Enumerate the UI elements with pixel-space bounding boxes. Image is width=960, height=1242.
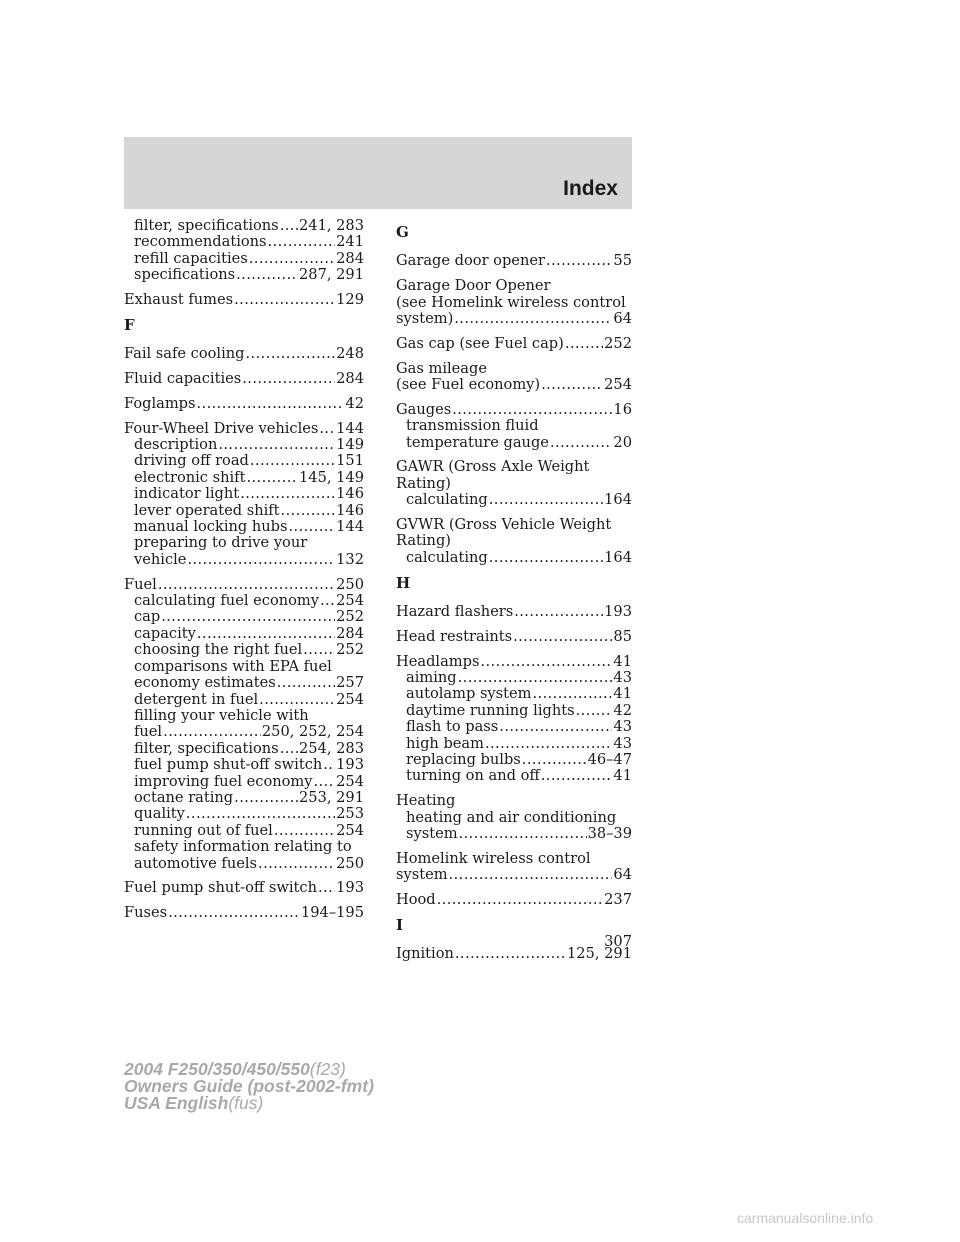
index-subentry-line bbox=[396, 550, 632, 566]
index-term: Gas mileage bbox=[396, 360, 487, 377]
index-term: (see Fuel economy) bbox=[396, 377, 541, 394]
index-entry bbox=[396, 253, 632, 269]
dot-leader bbox=[168, 905, 300, 921]
footer-line-language bbox=[124, 1095, 374, 1112]
index-page-ref: 132 bbox=[336, 551, 364, 568]
dot-leader bbox=[458, 670, 613, 686]
index-term: detergent in fuel bbox=[134, 691, 259, 708]
index-entry bbox=[396, 336, 632, 352]
index-column-right bbox=[396, 218, 632, 971]
index-term: Fail safe cooling bbox=[124, 346, 245, 363]
index-entry-line bbox=[396, 361, 632, 377]
index-entry-line bbox=[396, 402, 632, 418]
index-term: Gas cap (see Fuel cap) bbox=[396, 335, 564, 352]
index-page-ref: 252 bbox=[336, 642, 364, 659]
dot-leader bbox=[514, 604, 603, 620]
index-term: fuel pump shut-off switch bbox=[134, 757, 323, 774]
dot-leader bbox=[218, 437, 335, 453]
dot-leader bbox=[452, 402, 612, 418]
index-subentry-line bbox=[124, 806, 364, 822]
index-term: Fuel bbox=[124, 576, 157, 593]
dot-leader bbox=[565, 336, 603, 352]
index-subentry-line bbox=[124, 503, 364, 519]
index-entry bbox=[124, 371, 364, 387]
dot-leader bbox=[533, 686, 613, 702]
index-subentry-line bbox=[124, 593, 364, 609]
index-subentry-line bbox=[396, 418, 632, 434]
index-letter-heading: G bbox=[396, 223, 409, 241]
index-term: calculating bbox=[406, 549, 488, 566]
index-term: Hazard flashers bbox=[396, 604, 514, 621]
index-term: Garage Door Opener bbox=[396, 278, 551, 295]
index-page-ref: 241 bbox=[336, 234, 364, 251]
footer-line-guide: Owners Guide (post-2002-fmt) bbox=[124, 1076, 374, 1096]
dot-leader bbox=[576, 703, 613, 719]
index-term: heating and air conditioning bbox=[406, 809, 617, 826]
index-subentry-line bbox=[124, 218, 364, 234]
dot-leader bbox=[249, 251, 335, 267]
index-term: vehicle bbox=[134, 551, 187, 568]
index-entry bbox=[396, 459, 632, 508]
index-entry bbox=[124, 421, 364, 569]
dot-leader bbox=[234, 292, 335, 308]
index-term: Rating) bbox=[396, 533, 451, 550]
index-entry-line bbox=[396, 533, 632, 549]
index-page-ref: 252 bbox=[604, 335, 632, 352]
index-term: Rating) bbox=[396, 475, 451, 492]
index-page-ref: 193 bbox=[604, 604, 632, 621]
index-entry-line bbox=[396, 517, 632, 533]
index-term: octane rating bbox=[134, 789, 234, 806]
index-term: daytime running lights bbox=[406, 702, 575, 719]
index-page-ref: 151 bbox=[336, 453, 364, 470]
index-entry bbox=[396, 604, 632, 620]
index-term: preparing to drive your bbox=[134, 535, 308, 552]
index-page-ref: 146 bbox=[336, 502, 364, 519]
index-subentry-line bbox=[124, 790, 364, 806]
index-entry bbox=[124, 346, 364, 362]
index-term: Fuses bbox=[124, 905, 168, 922]
index-page-ref: 46–47 bbox=[587, 752, 632, 769]
index-subentry-line bbox=[124, 234, 364, 250]
index-entry bbox=[396, 851, 632, 884]
index-page-ref: 129 bbox=[336, 292, 364, 309]
dot-leader bbox=[513, 629, 612, 645]
index-term: recommendations bbox=[134, 234, 267, 251]
index-term: automotive fuels bbox=[134, 855, 258, 872]
index-page-ref: 64 bbox=[613, 867, 632, 884]
dot-leader bbox=[550, 435, 612, 451]
index-term: Foglamps bbox=[124, 395, 196, 412]
index-entry bbox=[396, 793, 632, 842]
index-page-ref: 38–39 bbox=[587, 826, 632, 843]
dot-leader bbox=[161, 609, 335, 625]
index-entry bbox=[396, 278, 632, 327]
index-term: system) bbox=[396, 311, 454, 328]
index-subentry-line bbox=[124, 626, 364, 642]
index-subentry-line bbox=[124, 659, 364, 675]
index-page-ref: 287, 291 bbox=[299, 267, 364, 284]
index-page-ref: 241, 283 bbox=[299, 218, 364, 234]
index-subentry-line bbox=[124, 675, 364, 691]
index-term: cap bbox=[134, 609, 161, 626]
index-page-ref: 149 bbox=[336, 437, 364, 454]
index-entry-line bbox=[124, 346, 364, 362]
index-term: Ignition bbox=[396, 946, 454, 963]
index-term: Gauges bbox=[396, 401, 452, 418]
dot-leader bbox=[318, 880, 335, 896]
dot-leader bbox=[289, 519, 336, 535]
dot-leader bbox=[197, 626, 335, 642]
index-subentry-line bbox=[396, 435, 632, 451]
index-subentry-line bbox=[124, 535, 364, 551]
index-page-ref: 250, 252, 254 bbox=[261, 724, 364, 741]
index-entry-line bbox=[124, 880, 364, 896]
dot-leader bbox=[303, 642, 335, 658]
index-page-ref: 253 bbox=[336, 806, 364, 823]
dot-leader bbox=[197, 396, 345, 412]
dot-leader bbox=[186, 806, 335, 822]
index-term: Fuel pump shut-off switch bbox=[124, 880, 317, 897]
dot-leader bbox=[480, 654, 612, 670]
dot-leader bbox=[236, 267, 298, 283]
index-page-ref: 164 bbox=[604, 492, 632, 509]
index-term: Homelink wireless control bbox=[396, 850, 591, 867]
index-page-ref: 43 bbox=[613, 670, 632, 687]
index-entry-line bbox=[396, 311, 632, 327]
index-page-ref: 253, 291 bbox=[299, 789, 364, 806]
dot-leader bbox=[163, 724, 261, 740]
index-page-ref: 248 bbox=[336, 346, 364, 363]
index-page-ref: 194–195 bbox=[300, 905, 364, 922]
index-term: system bbox=[396, 867, 448, 884]
index-entry bbox=[396, 892, 632, 908]
index-entry bbox=[396, 517, 632, 566]
dot-leader bbox=[158, 577, 335, 593]
index-entry-line bbox=[396, 253, 632, 269]
index-entry bbox=[124, 292, 364, 308]
index-entry-line bbox=[396, 295, 632, 311]
index-term: flash to pass bbox=[406, 719, 499, 736]
dot-leader bbox=[246, 470, 298, 486]
index-entry-line bbox=[396, 867, 632, 883]
dot-leader bbox=[485, 736, 612, 752]
index-subentry-line bbox=[396, 810, 632, 826]
dot-leader bbox=[268, 234, 336, 250]
index-page-ref: 85 bbox=[613, 628, 632, 645]
footer-model-code: (f23) bbox=[309, 1059, 346, 1079]
index-entry-line bbox=[124, 905, 364, 921]
page-number: 307 bbox=[604, 933, 632, 950]
index-page-ref: 41 bbox=[613, 686, 632, 703]
index-entry-line bbox=[124, 577, 364, 593]
index-page-ref: 64 bbox=[613, 311, 632, 328]
dot-leader bbox=[499, 719, 612, 735]
dot-leader bbox=[449, 867, 613, 883]
index-subentry-line bbox=[124, 708, 364, 724]
index-term: improving fuel economy bbox=[134, 773, 313, 790]
index-page-ref: 55 bbox=[613, 253, 632, 270]
dot-leader bbox=[280, 741, 298, 757]
footer-model-text: 2004 F250/350/450/550 bbox=[124, 1059, 310, 1079]
dot-leader bbox=[274, 823, 335, 839]
index-term: Four-Wheel Drive vehicles bbox=[124, 420, 319, 437]
index-subentry-line bbox=[124, 757, 364, 773]
index-page-ref: 250 bbox=[336, 855, 364, 872]
index-term: filling your vehicle with bbox=[134, 707, 309, 724]
index-page-ref: 144 bbox=[336, 519, 364, 536]
index-subentry-line bbox=[124, 552, 364, 568]
dot-leader bbox=[242, 371, 335, 387]
index-subentry-line bbox=[124, 839, 364, 855]
dot-leader bbox=[319, 421, 335, 437]
dot-leader bbox=[281, 503, 336, 519]
index-page-ref: 164 bbox=[604, 549, 632, 566]
index-entry-line bbox=[396, 892, 632, 908]
index-page-ref: 16 bbox=[613, 401, 632, 418]
index-term: capacity bbox=[134, 625, 196, 642]
index-page-ref: 254 bbox=[604, 377, 632, 394]
index-entry bbox=[124, 396, 364, 412]
index-page-ref: 284 bbox=[336, 371, 364, 388]
dot-leader bbox=[522, 752, 587, 768]
index-page-ref: 193 bbox=[336, 880, 364, 897]
index-entry-line bbox=[124, 371, 364, 387]
watermark: carmanualsonline.info bbox=[737, 1210, 874, 1226]
index-subentry-line bbox=[124, 692, 364, 708]
index-term: refill capacities bbox=[134, 250, 248, 267]
index-subentry-line bbox=[124, 724, 364, 740]
index-subentry-line bbox=[396, 670, 632, 686]
footer-language-code: (fus) bbox=[228, 1093, 264, 1113]
index-term: replacing bulbs bbox=[406, 752, 521, 769]
index-subentry-line bbox=[396, 703, 632, 719]
index-subentry-line bbox=[124, 453, 364, 469]
index-column-left bbox=[124, 218, 364, 930]
dot-leader bbox=[280, 218, 298, 234]
dot-leader bbox=[454, 311, 612, 327]
section-header-band bbox=[124, 137, 632, 209]
dot-leader bbox=[489, 550, 603, 566]
dot-leader bbox=[258, 856, 335, 872]
index-page-ref: 20 bbox=[613, 434, 632, 451]
dot-leader bbox=[541, 377, 603, 393]
dot-leader bbox=[234, 790, 298, 806]
index-entry-line bbox=[396, 476, 632, 492]
dot-leader bbox=[240, 486, 335, 502]
index-term: filter, specifications bbox=[134, 218, 279, 234]
index-term: temperature gauge bbox=[406, 434, 549, 451]
index-entry-line bbox=[396, 377, 632, 393]
index-term: Headlamps bbox=[396, 653, 480, 670]
dot-leader bbox=[314, 774, 336, 790]
index-subentry-line bbox=[124, 774, 364, 790]
dot-leader bbox=[277, 675, 335, 691]
index-entry bbox=[124, 577, 364, 872]
index-page-ref: 125, 291 bbox=[567, 946, 632, 963]
index-subentry-line bbox=[124, 267, 364, 283]
dot-leader bbox=[546, 253, 612, 269]
index-term: specifications bbox=[134, 267, 236, 284]
index-subentry-line bbox=[124, 609, 364, 625]
index-term: lever operated shift bbox=[134, 502, 280, 519]
index-term: fuel bbox=[134, 724, 163, 741]
index-letter-heading: I bbox=[396, 915, 404, 934]
index-entry bbox=[396, 629, 632, 645]
index-subentry-line bbox=[396, 719, 632, 735]
dot-leader bbox=[437, 892, 603, 908]
index-entry-line bbox=[124, 292, 364, 308]
index-page-ref: 145, 149 bbox=[299, 469, 364, 486]
dot-leader bbox=[246, 346, 336, 362]
dot-leader bbox=[259, 692, 335, 708]
index-term: comparisons with EPA fuel bbox=[134, 658, 332, 675]
index-term: electronic shift bbox=[134, 469, 246, 486]
index-page-ref: 43 bbox=[613, 735, 632, 752]
index-subentry-line bbox=[124, 642, 364, 658]
document-footer bbox=[124, 1061, 374, 1112]
dot-leader bbox=[250, 453, 335, 469]
index-subentry-line bbox=[124, 519, 364, 535]
section-title: Index bbox=[563, 177, 618, 200]
index-term: system bbox=[406, 826, 458, 843]
index-term: aiming bbox=[406, 670, 457, 687]
index-letter-heading: H bbox=[396, 573, 411, 592]
index-term: (see Homelink wireless control bbox=[396, 294, 626, 311]
index-entry-line bbox=[396, 278, 632, 294]
index-subentry-line bbox=[124, 486, 364, 502]
index-subentry-line bbox=[396, 686, 632, 702]
index-term: filter, specifications bbox=[134, 740, 279, 757]
index-entry-line bbox=[396, 793, 632, 809]
index-entry bbox=[396, 402, 632, 451]
index-term: Garage door opener bbox=[396, 253, 545, 270]
index-term: transmission fluid bbox=[406, 418, 539, 435]
index-subentry-line bbox=[124, 470, 364, 486]
index-page-ref: 43 bbox=[613, 719, 632, 736]
index-term: description bbox=[134, 437, 218, 454]
index-letter-heading: F bbox=[124, 315, 135, 334]
dot-leader bbox=[489, 492, 603, 508]
index-page-ref: 193 bbox=[336, 757, 364, 774]
footer-language-text: USA English bbox=[124, 1093, 229, 1113]
index-term: indicator light bbox=[134, 486, 240, 503]
index-subentry-line bbox=[124, 856, 364, 872]
index-page-ref: 252 bbox=[336, 609, 364, 626]
index-page-ref: 42 bbox=[613, 702, 632, 719]
index-term: Head restraints bbox=[396, 628, 513, 645]
index-entry-line bbox=[396, 336, 632, 352]
index-page-ref: 254 bbox=[336, 773, 364, 790]
index-page-ref: 254 bbox=[336, 593, 364, 610]
index-entry-line bbox=[396, 629, 632, 645]
index-page-ref: 254 bbox=[336, 691, 364, 708]
index-entry bbox=[124, 218, 364, 284]
index-subentry-line bbox=[396, 736, 632, 752]
index-page-ref: 257 bbox=[336, 675, 364, 692]
index-subentry-line bbox=[124, 823, 364, 839]
index-entry bbox=[396, 654, 632, 785]
index-subentry-line bbox=[124, 251, 364, 267]
index-term: autolamp system bbox=[406, 686, 532, 703]
index-term: economy estimates bbox=[134, 675, 276, 692]
index-page-ref: 41 bbox=[613, 768, 632, 785]
index-term: calculating bbox=[406, 492, 488, 509]
index-subentry-line bbox=[396, 768, 632, 784]
index-term: Fluid capacities bbox=[124, 371, 242, 388]
index-entry-line bbox=[124, 421, 364, 437]
dot-leader bbox=[323, 757, 335, 773]
index-page-ref: 42 bbox=[345, 395, 364, 412]
index-subentry-line bbox=[396, 752, 632, 768]
index-entry-line bbox=[396, 654, 632, 670]
index-term: GAWR (Gross Axle Weight bbox=[396, 459, 590, 476]
index-subentry-line bbox=[124, 741, 364, 757]
index-entry-line bbox=[124, 396, 364, 412]
index-term: safety information relating to bbox=[134, 839, 352, 856]
index-term: running out of fuel bbox=[134, 822, 273, 839]
index-term: Hood bbox=[396, 892, 436, 909]
dot-leader bbox=[187, 552, 335, 568]
dot-leader bbox=[541, 768, 613, 784]
index-entry bbox=[124, 880, 364, 896]
index-page-ref: 254, 283 bbox=[299, 740, 364, 757]
index-term: Exhaust fumes bbox=[124, 292, 234, 309]
index-page-ref: 254 bbox=[336, 822, 364, 839]
index-subentry-line bbox=[396, 492, 632, 508]
index-page-ref: 144 bbox=[336, 420, 364, 437]
dot-leader bbox=[459, 826, 587, 842]
index-page-ref: 237 bbox=[604, 892, 632, 909]
dot-leader bbox=[320, 593, 335, 609]
index-term: high beam bbox=[406, 735, 484, 752]
index-page-ref: 284 bbox=[336, 625, 364, 642]
index-subentry-line bbox=[124, 437, 364, 453]
index-page-ref: 250 bbox=[336, 576, 364, 593]
index-term: manual locking hubs bbox=[134, 519, 288, 536]
index-entry-line bbox=[396, 459, 632, 475]
index-subentry-line bbox=[396, 826, 632, 842]
index-term: calculating fuel economy bbox=[134, 593, 320, 610]
index-term: quality bbox=[134, 806, 185, 823]
index-page-ref: 41 bbox=[613, 653, 632, 670]
index-term: GVWR (Gross Vehicle Weight bbox=[396, 517, 612, 534]
index-term: choosing the right fuel bbox=[134, 642, 303, 659]
index-entry bbox=[124, 905, 364, 921]
index-term: driving off road bbox=[134, 453, 249, 470]
index-entry bbox=[396, 361, 632, 394]
index-entry-line bbox=[396, 604, 632, 620]
index-page-ref: 146 bbox=[336, 486, 364, 503]
index-term: turning on and off bbox=[406, 768, 540, 785]
dot-leader bbox=[455, 946, 566, 962]
index-page-ref: 284 bbox=[336, 250, 364, 267]
index-entry-line bbox=[396, 851, 632, 867]
index-term: Heating bbox=[396, 793, 456, 810]
